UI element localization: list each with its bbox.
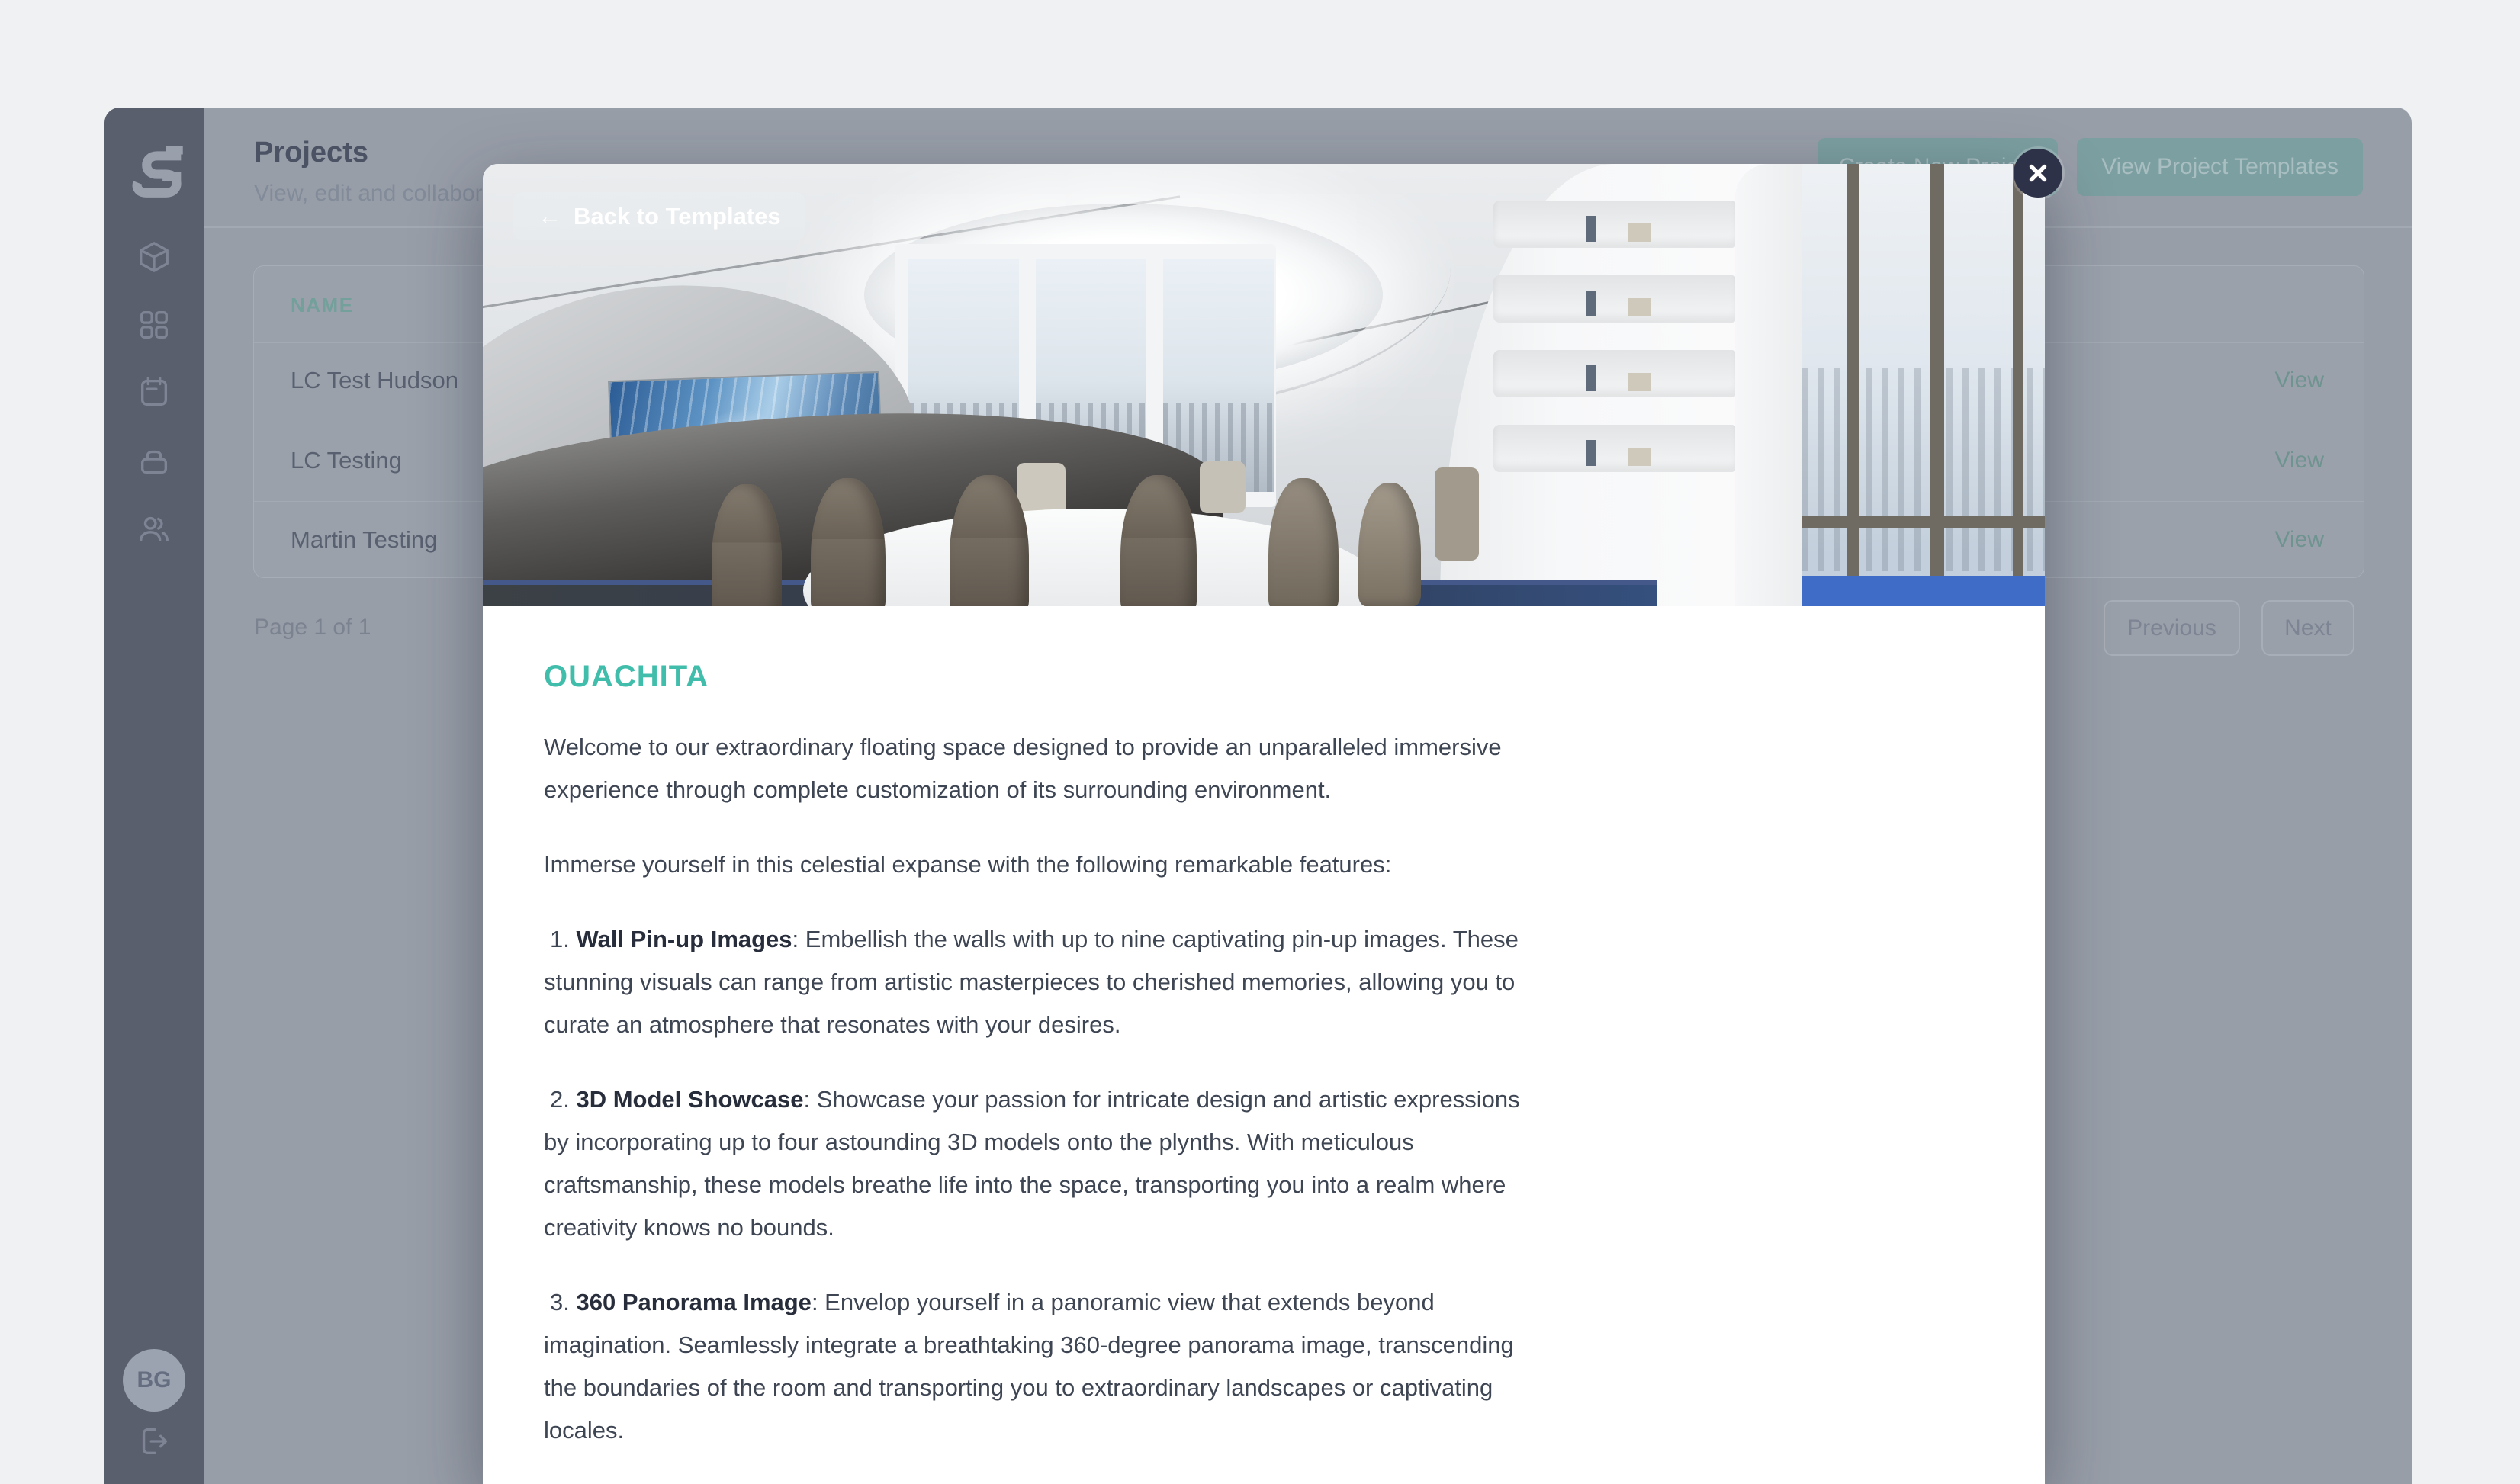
template-detail-modal xyxy=(483,164,2045,1484)
intro-paragraph: Welcome to our extraordinary floating space designed to provide an unparalleled immersive experience through complete customization of its surrounding environment. xyxy=(544,734,1502,803)
back-arrow-icon: ← xyxy=(538,202,561,230)
feature-name: 3D Model Showcase xyxy=(576,1086,804,1113)
grid-icon[interactable] xyxy=(137,307,172,342)
feature-number: 2. xyxy=(550,1086,570,1113)
feature-item xyxy=(544,918,1535,1046)
view-link[interactable]: View xyxy=(2274,368,2324,393)
feature-number: 3. xyxy=(550,1289,570,1315)
feature-number: 1. xyxy=(550,926,570,952)
back-button-label: Back to Templates xyxy=(574,202,781,230)
template-title: OUACHITA xyxy=(544,660,709,693)
feature-desc: : Showcase your passion for intricate design and artistic expressions by incorporating up to four astounding 3D models onto the plynths. With meticulous craftsmanship, these models breathe life into the space, transporting you into a realm where creativity knows no bounds. xyxy=(544,1086,1520,1241)
feature-item xyxy=(544,1078,1535,1249)
project-name: Martin Testing xyxy=(291,526,438,553)
users-icon[interactable] xyxy=(137,511,172,546)
view-project-templates-button[interactable]: View Project Templates xyxy=(2077,138,2363,196)
previous-button[interactable]: Previous xyxy=(2104,600,2240,656)
feature-name: 360 Panorama Image xyxy=(576,1289,812,1315)
view-link[interactable]: View xyxy=(2274,527,2324,552)
page-title: Projects xyxy=(254,137,368,169)
app-logo[interactable] xyxy=(118,141,188,211)
pagination-status: Page 1 of 1 xyxy=(254,615,371,640)
toolbox-icon[interactable] xyxy=(137,443,172,478)
view-link[interactable]: View xyxy=(2274,448,2324,473)
feature-desc: : Embellish the walls with up to nine captivating pin-up images. These stunning visuals can range from artistic masterpieces to cherished memories, allowing you to curate an atmosphere that resonates with your desires. xyxy=(544,926,1519,1038)
sidebar xyxy=(104,108,204,1484)
column-header-name: NAME xyxy=(291,294,354,316)
avatar[interactable] xyxy=(123,1349,185,1412)
project-name: LC Testing xyxy=(291,447,402,474)
feature-item xyxy=(544,1281,1535,1452)
feature-desc: : Envelop yourself in a panoramic view that extends beyond imagination. Seamlessly integrate a breathtaking 360-degree panorama image, transcending the boundaries of the room and transporting you to extraordinary landscapes or captivating locales. xyxy=(544,1289,1514,1444)
cube-icon[interactable] xyxy=(137,239,172,275)
page-subtitle: View, edit and collabor xyxy=(254,181,483,206)
window-right xyxy=(1802,164,2045,606)
calendar-icon[interactable] xyxy=(137,374,172,410)
project-name: LC Test Hudson xyxy=(291,367,458,393)
feature-name: Wall Pin-up Images xyxy=(576,926,792,952)
back-to-templates-button[interactable] xyxy=(513,192,805,240)
template-description xyxy=(544,606,1551,1452)
close-icon[interactable] xyxy=(2014,149,2062,198)
avatar-initials: BG xyxy=(137,1367,172,1392)
logout-icon[interactable] xyxy=(137,1424,172,1459)
intro-paragraph: Immerse yourself in this celestial expanse with the following remarkable features: xyxy=(544,851,1392,878)
next-button[interactable]: Next xyxy=(2261,600,2354,656)
